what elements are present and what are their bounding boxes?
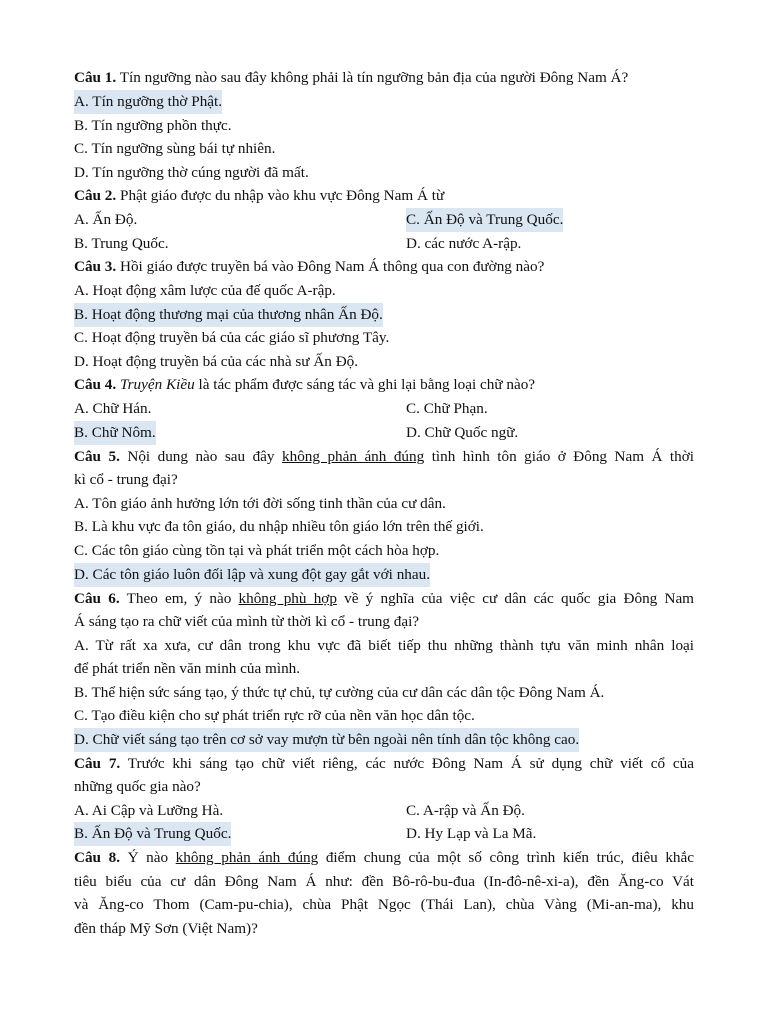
question-5-line-2: kì cổ - trung đại? [74,471,178,488]
q1-option-a-highlighted: A. Tín ngưỡng thờ Phật. [74,90,222,114]
question-text-cont: về ý nghĩa của việc cư dân các quốc gia Đông Nam [336,590,694,607]
q6-option-a: A. Từ rất xa xưa, cư dân trong khu vực đã biết tiếp thu những thành tựu văn minh nhân loại [74,637,694,654]
q7-option-a: A. Ai Cập và Lưỡng Hà. [74,802,224,819]
question-text-cont: tình hình tôn giáo ở Đông Nam Á thời [424,448,694,465]
question-text: Nội dung nào sau đây [127,448,282,465]
q4-option-d: D. Chữ Quốc ngữ. [406,424,519,441]
question-8-line-4: đền tháp Mỹ Sơn (Việt Nam)? [74,920,258,937]
question-8-line-2: tiêu biểu của cư dân Đông Nam Á như: đền Bô-rô-bu-đua (In-đô-nê-xi-a), đền Ăng-co Vát [74,873,694,890]
question-7 [74,752,694,776]
underlined-phrase: không phản ánh đúng [175,849,319,866]
q2-option-b: B. Trung Quốc. [74,235,169,252]
q7-option-c: C. A-rập và Ấn Độ. [406,802,525,819]
question-8-line-3: và Ăng-co Thom (Cam-pu-chia), chùa Phật Ngọc (Thái Lan), chùa Vàng (Mi-an-ma), khu [74,896,694,913]
q7-option-d: D. Hy Lạp và La Mã. [406,825,537,842]
q6-option-b: B. Thể hiện sức sáng tạo, ý thức tự chủ, tự cường của cư dân các dân tộc Đông Nam Á. [74,684,605,701]
q3-option-a: A. Hoạt động xâm lược của đế quốc A-rập. [74,282,336,299]
question-number: Câu 7. [74,755,121,772]
q3-option-d: D. Hoạt động truyền bá của các nhà sư Ấn Độ. [74,353,359,370]
q1-option-c: C. Tín ngưỡng sùng bái tự nhiên. [74,140,276,157]
q3-option-b-highlighted: B. Hoạt động thương mại của thương nhân Ấn Độ. [74,303,383,327]
q6-option-a-cont: để phát triển nền văn minh của mình. [74,660,301,677]
question-4 [74,373,535,397]
question-text: Hồi giáo được truyền bá vào Đông Nam Á thông qua con đường nào? [120,258,545,275]
q1-option-b: B. Tín ngưỡng phồn thực. [74,117,232,134]
q2-option-d: D. các nước A-rập. [406,235,522,252]
q2-option-c-highlighted: C. Ấn Độ và Trung Quốc. [406,208,563,232]
question-7-line-2: những quốc gia nào? [74,778,201,795]
question-number: Câu 3. [74,258,117,275]
question-number: Câu 1. [74,69,117,86]
question-6 [74,587,694,611]
question-text-cont: điểm chung của một số công trình kiến trúc, điêu khắc [318,849,695,866]
q5-option-b: B. Là khu vực đa tôn giáo, du nhập nhiều tôn giáo lớn trên thế giới. [74,518,484,535]
question-1 [74,66,628,90]
q5-option-d-highlighted: D. Các tôn giáo luôn đối lập và xung đột gay gắt với nhau. [74,563,430,587]
question-2 [74,184,444,208]
q3-option-c: C. Hoạt động truyền bá của các giáo sĩ phương Tây. [74,329,390,346]
question-text: Trước khi sáng tạo chữ viết riêng, các nước Đông Nam Á sử dụng chữ viết cổ của [127,755,694,772]
q7-option-b-highlighted: B. Ấn Độ và Trung Quốc. [74,822,231,846]
question-text: Phật giáo được du nhập vào khu vực Đông Nam Á từ [120,187,445,204]
question-text: Theo em, ý nào [126,590,239,607]
question-text: là tác phẩm được sáng tác và ghi lại bằng loại chữ nào? [194,376,536,393]
underlined-phrase: không phù hợp [238,590,337,607]
q4-option-b-highlighted: B. Chữ Nôm. [74,421,156,445]
question-text: Ý nào [127,849,176,866]
underlined-phrase: không phản ánh đúng [282,448,425,465]
q4-option-a: A. Chữ Hán. [74,400,152,417]
question-8 [74,846,694,870]
question-number: Câu 5. [74,448,120,465]
question-number: Câu 6. [74,590,120,607]
q6-option-c: C. Tạo điều kiện cho sự phát triển rực rỡ của nền văn học dân tộc. [74,707,475,724]
question-5 [74,445,694,469]
question-3 [74,255,544,279]
work-title: Truyện Kiều [120,376,195,393]
q5-option-c: C. Các tôn giáo cùng tồn tại và phát triển một cách hòa hợp. [74,542,440,559]
q5-option-a: A. Tôn giáo ảnh hưởng lớn tới đời sống tinh thần của cư dân. [74,495,446,512]
question-number: Câu 2. [74,187,117,204]
question-number: Câu 4. [74,376,117,393]
q4-option-c: C. Chữ Phạn. [406,400,488,417]
question-text: Tín ngưỡng nào sau đây không phải là tín ngưỡng bản địa của người Đông Nam Á? [119,69,629,86]
q6-option-d-highlighted: D. Chữ viết sáng tạo trên cơ sở vay mượn từ bên ngoài nên tính dân tộc không cao. [74,728,579,752]
q1-option-d: D. Tín ngưỡng thờ cúng người đã mất. [74,164,309,181]
question-number: Câu 8. [74,849,120,866]
q2-option-a: A. Ấn Độ. [74,211,138,228]
question-6-line-2: Á sáng tạo ra chữ viết của mình từ thời kì cổ - trung đại? [74,613,420,630]
